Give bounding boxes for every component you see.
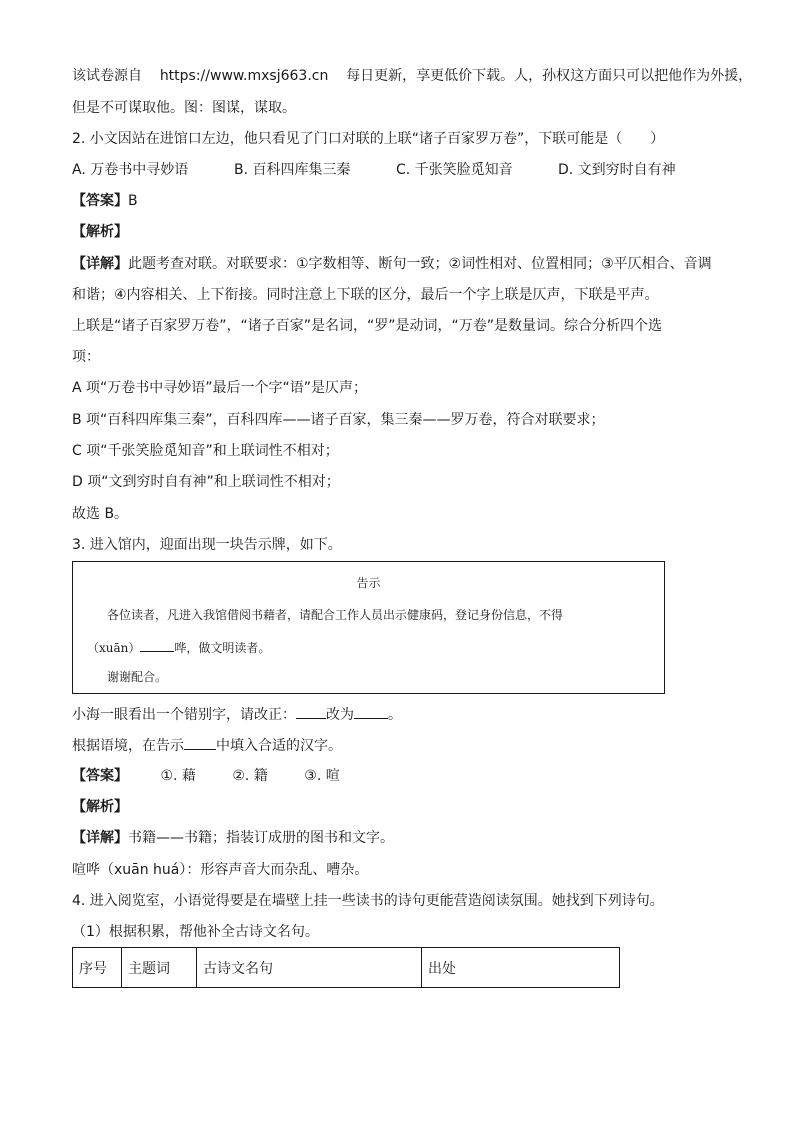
poem-table-header-row xyxy=(73,948,620,988)
q2-detail-1 xyxy=(72,254,712,274)
q2-analysis-label: 【解析】 xyxy=(72,224,128,240)
q3-sub-2-prefix: 根据语境，在告示 xyxy=(72,738,184,754)
q2-answer xyxy=(72,191,138,211)
q2-answer-value: B xyxy=(128,193,138,209)
q2-item-a: A 项“万卷书中寻妙语”最后一个字“语”是仄声； xyxy=(72,380,368,396)
q3-blank-correct[interactable] xyxy=(354,704,388,719)
q4-stem: 4. 进入阅览室，小语觉得要是在墙壁上挂一些读书的诗句更能营造阅读氛围。她找到下列诗句。 xyxy=(72,893,664,909)
q2-detail-label: 【详解】 xyxy=(72,256,128,272)
q2-item-d: D 项“文到穷时自有神”和上联词性不相对； xyxy=(72,474,340,490)
q3-answer-label: 【答案】 xyxy=(72,768,128,784)
notice-line-1: 各位读者，凡进入我馆借阅书藉者，请配合工作人员出示健康码，登记身份信息，不得 xyxy=(107,608,564,622)
q3-detail-2: 喧哗（xuān huá）：形容声音大而杂乱、嘈杂。 xyxy=(72,862,369,878)
q3-sub-1-mid: 改为 xyxy=(326,707,354,723)
header-cell-index: 序号 xyxy=(73,948,122,988)
notice-line-2-text: 哗，做文明读者。 xyxy=(174,641,271,655)
q2-option-d: D. 文到穷时自有神 xyxy=(558,162,676,178)
header-cell-source: 出处 xyxy=(422,948,620,988)
q3-sub-1-prefix: 小海一眼看出一个错别字，请改正： xyxy=(72,707,296,723)
q3-answer-2: ②. 籍 xyxy=(232,768,268,784)
q3-detail-1 xyxy=(72,828,394,848)
notice-title: 告示 xyxy=(356,576,381,590)
q2-answer-label: 【答案】 xyxy=(72,193,128,209)
q3-sub-2-suffix: 中填入合适的汉字。 xyxy=(216,738,342,754)
source-suffix: 每日更新，享更低价下载。人，孙权这方面只可以把他作为外援， xyxy=(346,68,753,84)
q2-conclusion: 故选 B。 xyxy=(72,506,129,522)
header-cell-theme: 主题词 xyxy=(122,948,197,988)
notice-board xyxy=(72,561,665,694)
q3-analysis-label: 【解析】 xyxy=(72,799,128,815)
header-cell-verse: 古诗文名句 xyxy=(197,948,422,988)
q2-item-b: B 项“百科四库集三秦”，百科四库——诸子百家，集三秦——罗万卷，符合对联要求； xyxy=(72,412,605,428)
q3-answer-3: ③. 喧 xyxy=(304,768,340,784)
source-line xyxy=(72,66,752,86)
q3-sub-2 xyxy=(72,735,342,756)
source-prefix: 该试卷源自 xyxy=(72,68,142,84)
poem-table xyxy=(72,947,620,988)
q2-detail-4: 项： xyxy=(72,349,100,365)
q2-detail-text-1: 此题考查对联。对联要求：①字数相等、断句一致；②词性相对、位置相同；③平仄相合、音调 xyxy=(128,256,712,272)
q2-detail-2: 和谐；④内容相关、上下衔接。同时注意上下联的区分，最后一个字上联是仄声，下联是平声。 xyxy=(72,287,659,303)
q3-detail-text-1: 书籍——书籍；指装订成册的图书和文字。 xyxy=(128,830,394,846)
q3-detail-label: 【详解】 xyxy=(72,830,128,846)
q2-option-a: A. 万卷书中寻妙语 xyxy=(72,162,189,178)
source-url[interactable]: https://www.mxsj663.cn xyxy=(159,68,329,84)
notice-blank[interactable] xyxy=(140,637,174,652)
q3-blank-notice[interactable] xyxy=(184,735,216,750)
q2-option-c: C. 千张笑脸觅知音 xyxy=(396,162,513,178)
q3-stem: 3. 进入馆内，迎面出现一块告示牌，如下。 xyxy=(72,537,342,553)
q2-item-c: C 项“千张笑脸觅知音”和上联词性不相对； xyxy=(72,443,339,459)
continuation-text: 但是不可谋取他。图：图谋，谋取。 xyxy=(72,100,296,116)
notice-line-2 xyxy=(87,637,270,656)
q2-detail-3: 上联是“诸子百家罗万卷”，“诸子百家”是名词，“罗”是动词，“万卷”是数量词。综合分析四个选 xyxy=(72,318,663,334)
notice-pinyin: （xuān） xyxy=(87,641,141,655)
q2-option-b: B. 百科四库集三秦 xyxy=(234,162,351,178)
q2-stem: 2. 小文因站在进馆口左边，他只看见了门口对联的上联“诸子百家罗万卷”，下联可能是（ ） xyxy=(72,131,665,147)
q3-answer xyxy=(72,766,340,786)
notice-line-3: 谢谢配合。 xyxy=(107,670,168,684)
q3-sub-1 xyxy=(72,704,402,725)
q3-sub-1-end: 。 xyxy=(388,707,402,723)
q4-sub-1: （1）根据积累，帮他补全古诗文名句。 xyxy=(72,924,319,940)
q3-blank-wrong[interactable] xyxy=(296,704,326,719)
q3-answer-1: ①. 藉 xyxy=(160,768,196,784)
